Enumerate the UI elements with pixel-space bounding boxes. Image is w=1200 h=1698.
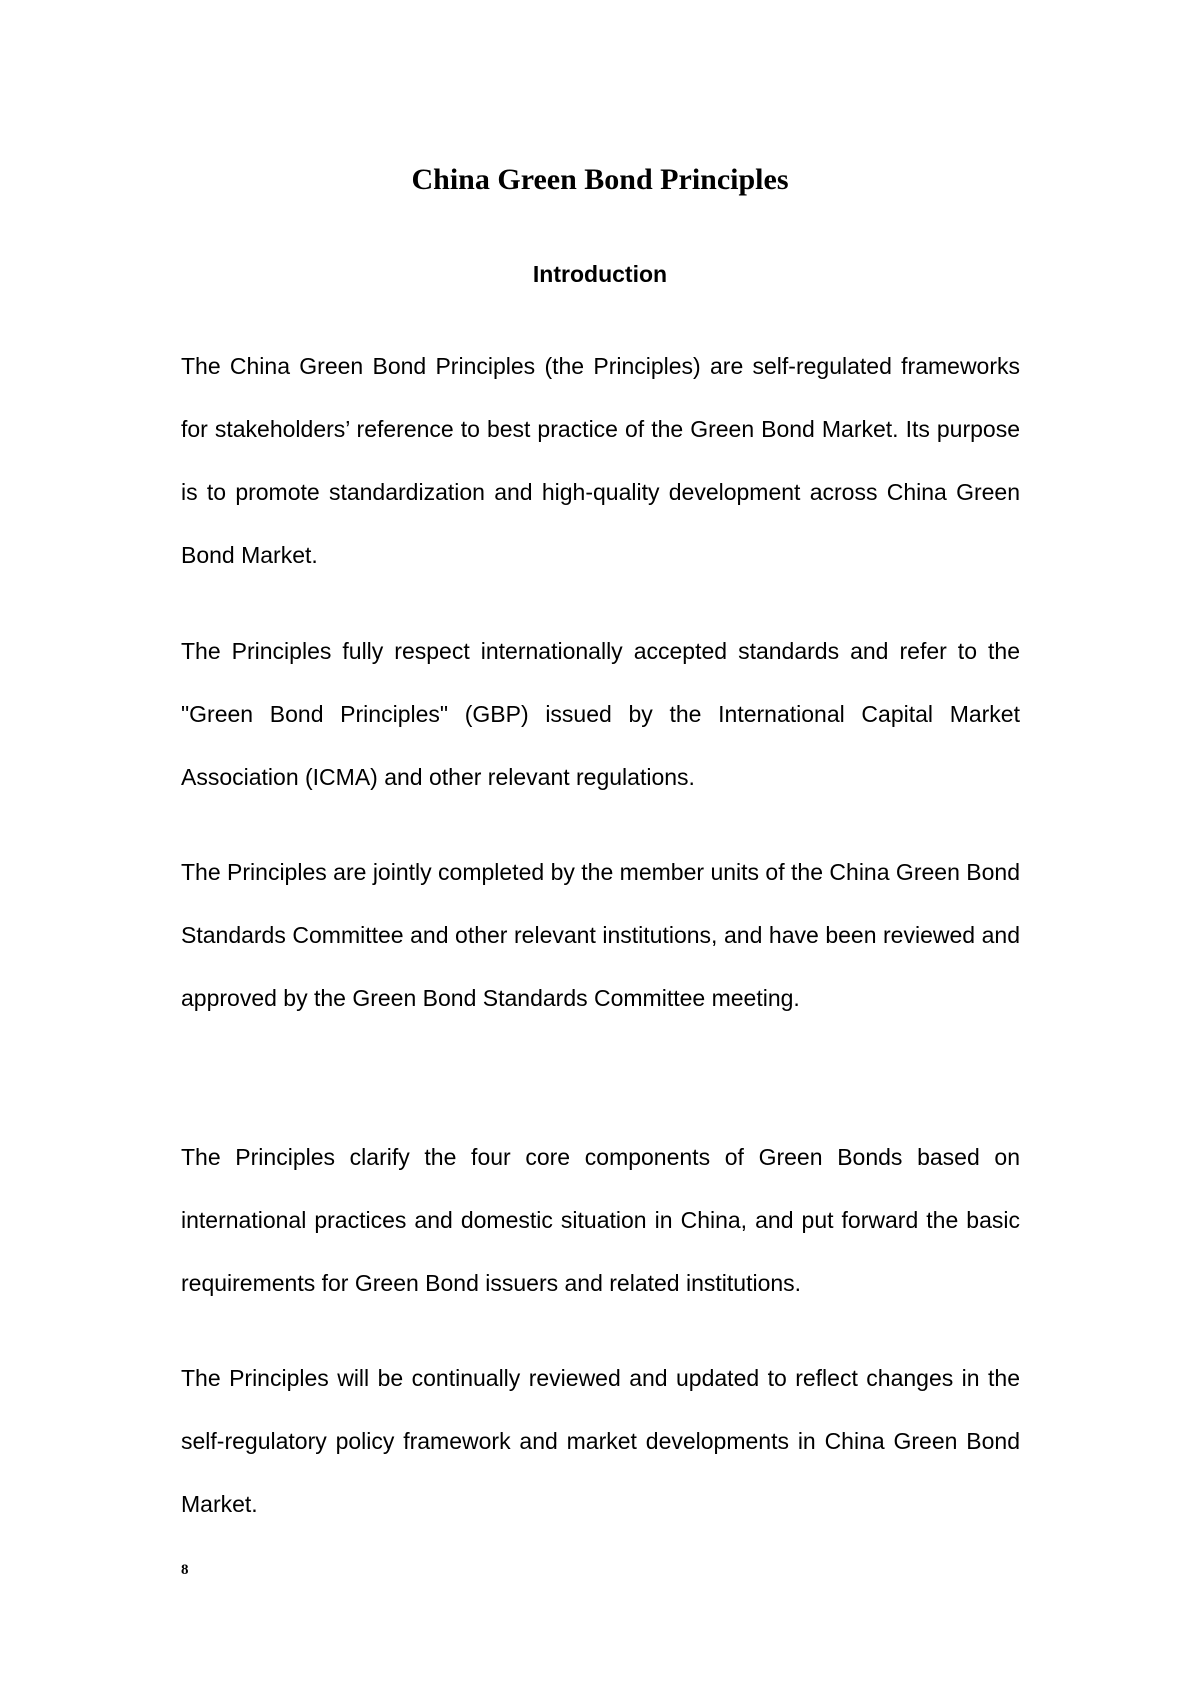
- document-title: China Green Bond Principles: [411, 163, 789, 196]
- paragraph: The China Green Bond Principles (the Principles) are self-regulated frameworks for stakeholders’ reference to best practice of the Green Bond Market. Its purpose is to promote standardization and high-quality development across China Green Bond Market.: [181, 353, 1020, 568]
- page-number: 8: [181, 1562, 189, 1578]
- paragraph: The Principles will be continually reviewed and updated to reflect changes in the self-regulatory policy framework and market developments in China Green Bond Market.: [181, 1365, 1020, 1517]
- paragraph: The Principles clarify the four core components of Green Bonds based on international practices and domestic situation in China, and put forward the basic requirements for Green Bond issuers and related institutions.: [181, 1144, 1020, 1296]
- paragraph: The Principles are jointly completed by the member units of the China Green Bond Standards Committee and other relevant institutions, and have been reviewed and approved by the Green Bond Standards Committee meeting.: [181, 859, 1020, 1011]
- paragraph: The Principles fully respect internationally accepted standards and refer to the "Green Bond Principles" (GBP) issued by the International Capital Market Association (ICMA) and other relevant regulations.: [181, 638, 1020, 790]
- section-heading: Introduction: [532, 261, 668, 287]
